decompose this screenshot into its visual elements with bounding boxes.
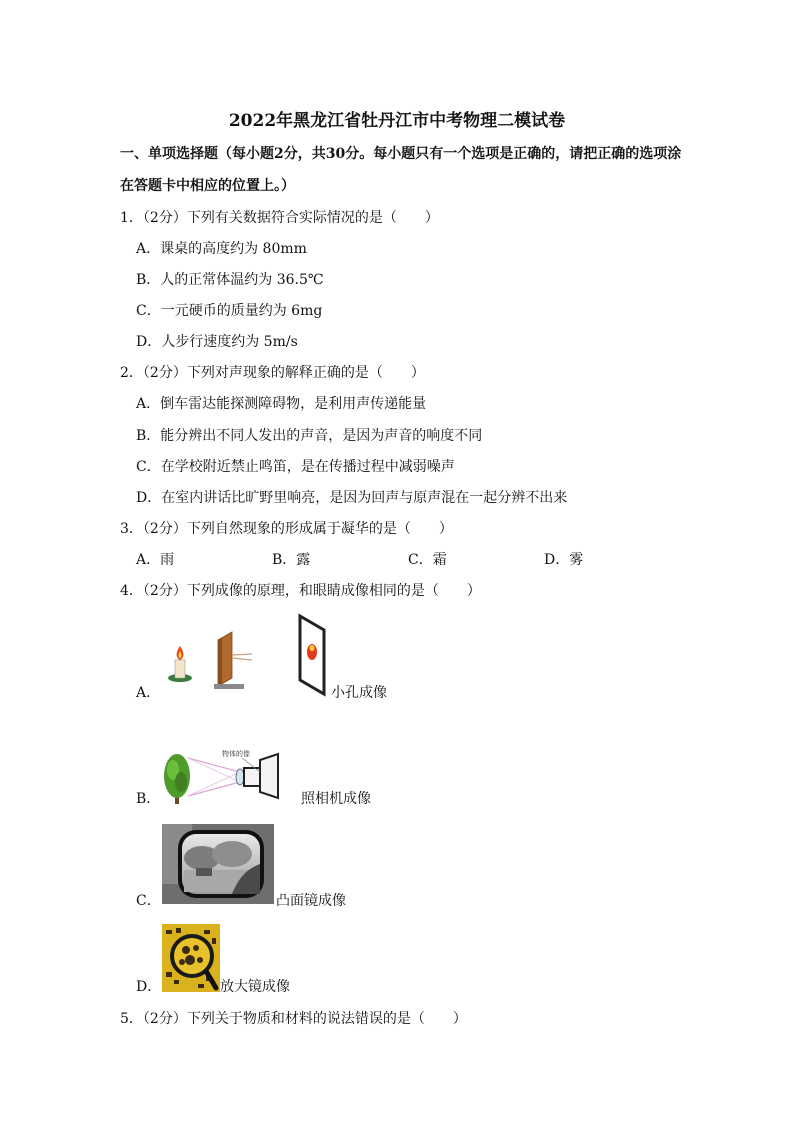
q4-stem: 4．（2分）下列成像的原理，和眼睛成像相同的是（ ） — [120, 583, 481, 599]
convex-mirror-figure — [162, 824, 274, 904]
q2-option-c[interactable]: C．在学校附近禁止鸣笛，是在传播过程中减弱噪声 — [136, 459, 455, 475]
q4-option-c-caption: 凸面镜成像 — [276, 893, 346, 909]
page-title: 2022年黑龙江省牡丹江市中考物理二模试卷 — [228, 111, 566, 131]
q1-stem: 1．（2分）下列有关数据符合实际情况的是（ ） — [120, 210, 439, 226]
q4-option-d-caption: 放大镜成像 — [220, 979, 290, 995]
q4-option-b-letter[interactable]: B． — [136, 791, 161, 807]
q2-option-b[interactable]: B．能分辨出不同人发出的声音，是因为声音的响度不同 — [136, 428, 483, 444]
q2-stem: 2．（2分）下列对声现象的解释正确的是（ ） — [120, 365, 425, 381]
q1-option-a[interactable]: A．课桌的高度约为 80mm — [136, 241, 307, 257]
q1-option-d[interactable]: D．人步行速度约为 5m/s — [136, 334, 298, 350]
q1-option-b[interactable]: B．人的正常体温约为 36.5℃ — [136, 272, 324, 288]
q4-option-d-letter[interactable]: D． — [136, 979, 162, 995]
q1-option-c[interactable]: C．一元硬币的质量约为 6mg — [136, 303, 323, 319]
q4-option-b-caption: 照相机成像 — [301, 791, 371, 807]
q4-option-a-caption: 小孔成像 — [331, 685, 387, 701]
pinhole-figure — [160, 612, 330, 698]
magnifier-figure — [162, 924, 220, 992]
q3-option-b[interactable]: B．露 — [272, 552, 311, 568]
q2-option-d[interactable]: D．在室内讲话比旷野里响亮，是因为回声与原声混在一起分辨不出来 — [136, 490, 568, 506]
section-heading: 一、单项选择题（每小题2分，共30分。每小题只有一个选项是正确的，请把正确的选项涂在答题卡中相应的位置上。） — [120, 146, 682, 194]
q5-stem: 5．（2分）下列关于物质和材料的说法错误的是（ ） — [120, 1011, 467, 1027]
q2-option-a[interactable]: A．倒车雷达能探测障碍物，是利用声传递能量 — [136, 396, 427, 412]
q3-option-c[interactable]: C．霜 — [408, 552, 447, 568]
camera-figure-label: 物体的像 — [222, 750, 250, 758]
q3-stem: 3．（2分）下列自然现象的形成属于凝华的是（ ） — [120, 521, 453, 537]
q3-option-d[interactable]: D．雾 — [544, 552, 584, 568]
q4-option-a-letter[interactable]: A． — [136, 685, 161, 701]
camera-figure — [160, 748, 302, 806]
q4-option-c-letter[interactable]: C． — [136, 893, 161, 909]
q3-option-a[interactable]: A．雨 — [136, 552, 175, 568]
